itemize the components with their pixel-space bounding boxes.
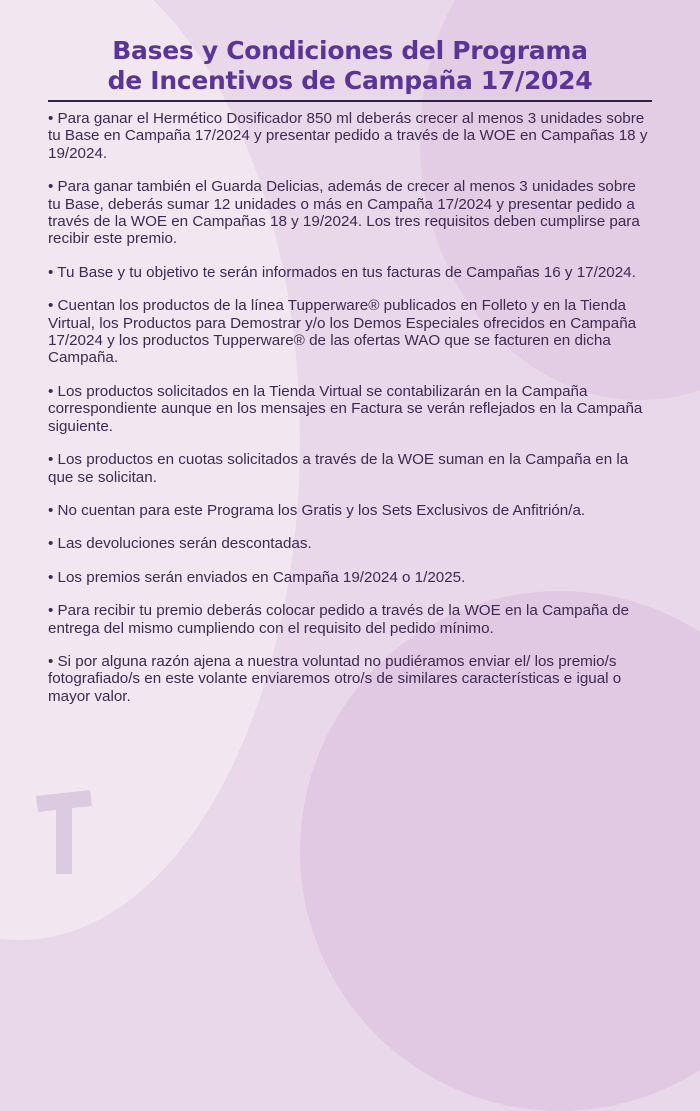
condition-item: • Cuentan los productos de la línea Tupperware® publicados en Folleto y en la Tienda Virtual, los Productos para Demostrar y/o los Demos Especiales ofrecidos en Campaña 17/2024 y los productos Tupperware® de las ofertas WAO que se facturen en dicha Campaña. [48,297,637,367]
condition-item: • Si por alguna razón ajena a nuestra voluntad no pudiéramos enviar el/ los premio/s fotografiado/s en este volante enviaremos otro/s de similares características e igual o mayor valor. [48,652,622,705]
condition-item: • Los premios serán enviados en Campaña 19/2024 o 1/2025. [48,568,466,586]
condition-item: • Para ganar el Hermético Dosificador 850 ml deberás crecer al menos 3 unidades sobre tu Base en Campaña 17/2024 y presentar pedido a través de la WOE en Campañas 18 y 19/2024. [48,110,648,162]
condition-item: • Para recibir tu premio deberás colocar pedido a través de la WOE en la Campaña de entrega del mismo cumpliendo con el requisito del pedido mínimo. [48,602,630,637]
condition-item: • No cuentan para este Programa los Gratis y los Sets Exclusivos de Anfitrión/a. [48,501,586,519]
page-title [0,36,700,96]
tupperware-t-logo-icon [34,786,98,876]
condition-item: • Para ganar también el Guarda Delicias, además de crecer al menos 3 unidades sobre tu Base, deberás sumar 12 unidades o más en Campaña 17/2024 y presentar pedido a través de la WOE en Campañas 18 y 19/2024. Los tres requisitos deben cumplirse para recibir este premio. [48,178,640,248]
condition-item: • Tu Base y tu objetivo te serán informados en tus facturas de Campañas 16 y 17/2024. [48,263,636,281]
condition-item: • Los productos en cuotas solicitados a través de la WOE suman en la Campaña en la que se solicitan. [48,451,629,486]
title-line-2: de Incentivos de Campaña 17/2024 [107,66,593,95]
condition-item: • Las devoluciones serán descontadas. [48,535,312,553]
title-divider [48,100,652,102]
conditions-list [0,110,700,705]
title-line-1: Bases y Condiciones del Programa [112,36,588,65]
condition-item: • Los productos solicitados en la Tienda Virtual se contabilizarán en la Campaña correspondiente aunque en los mensajes en Factura se verán reflejados en la Campaña siguiente. [48,382,643,435]
